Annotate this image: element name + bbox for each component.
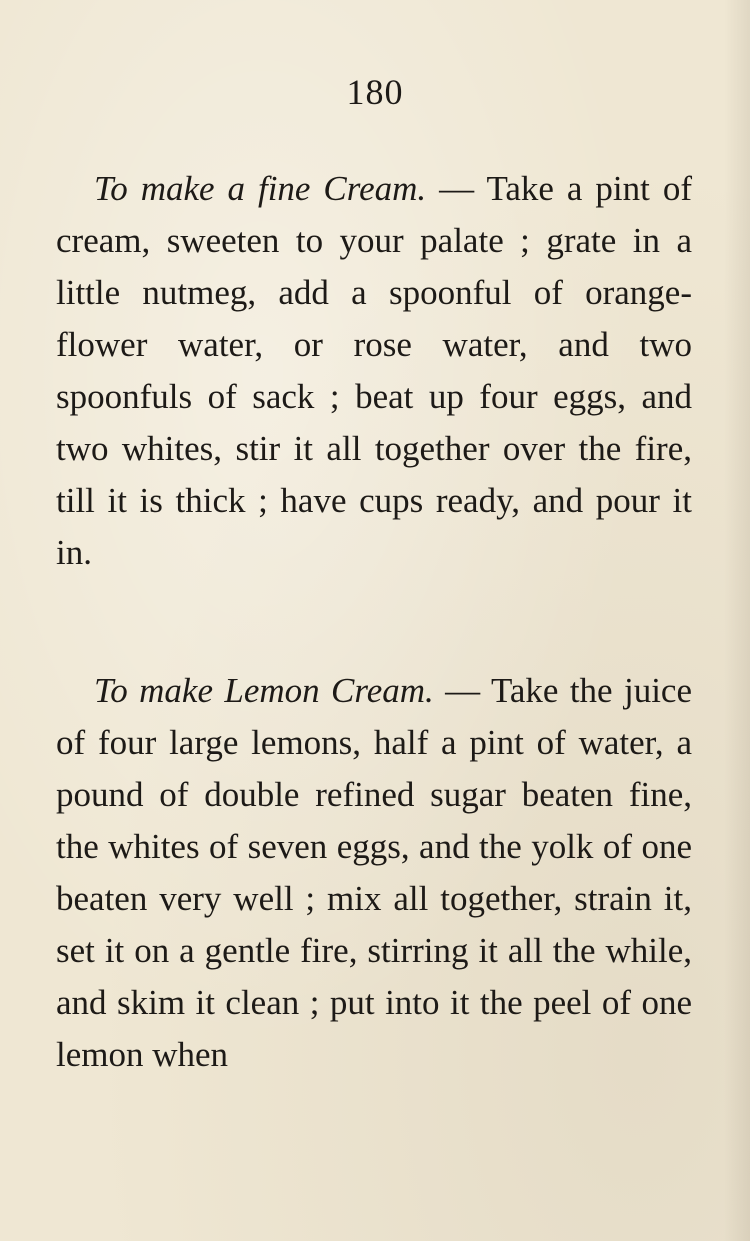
page-edge-shadow [724, 0, 750, 1241]
title-dash: — [433, 671, 491, 710]
recipe-fine-cream [56, 163, 692, 579]
recipe-title: To make Lemon Cream. [94, 671, 434, 710]
recipe-title: To make a fine Cream. [94, 169, 427, 208]
title-dash: — [426, 169, 487, 208]
recipe-lemon-cream [56, 665, 692, 1081]
recipe-body: Take a pint of cream, sweeten to your palate ; grate in a little nutmeg, add a spoonful of orange-flower water, or rose water, and two spoonfuls of sack ; beat up four eggs, and two whites, stir it all together over the fire, till it is thick ; have cups ready, and pour it in. [56, 169, 692, 572]
page-number: 180 [346, 72, 404, 112]
recipe-body: Take the juice of four large lemons, half a pint of water, a pound of double refined sugar beaten fine, the whites of seven eggs, and the yolk of one beaten very well ; mix all together, strain it, set it on a gentle fire, stirring it all the while, and skim it clean ; put into it the peel of one lemon when [56, 671, 692, 1074]
